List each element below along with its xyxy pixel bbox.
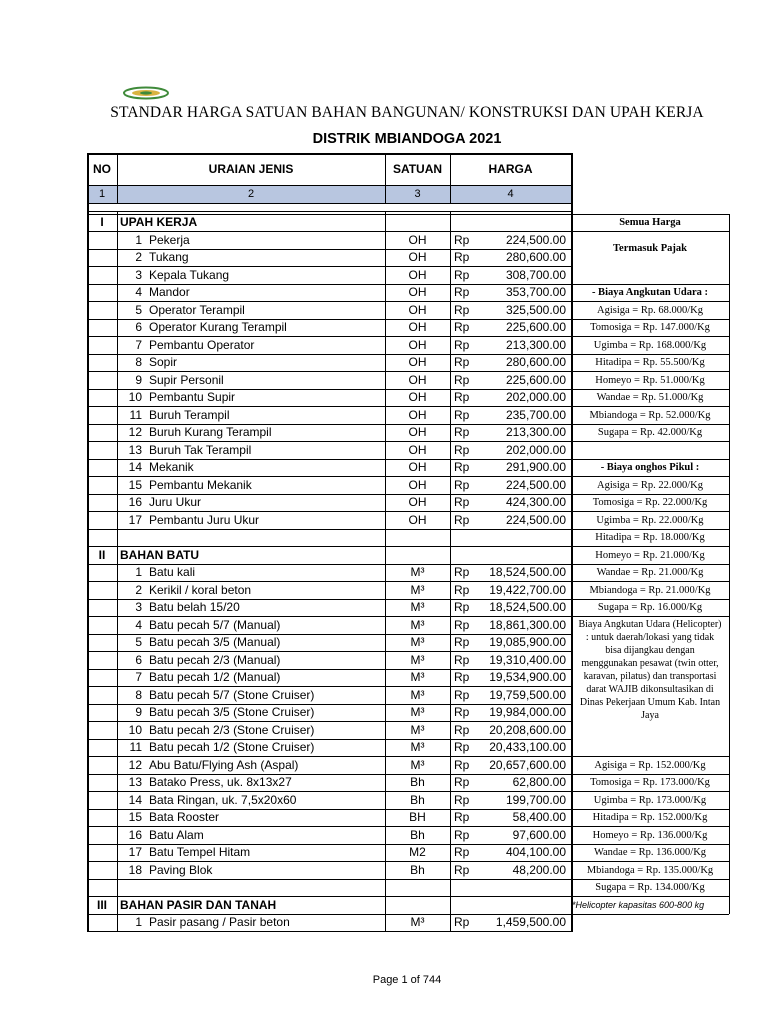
item-number: 10: [128, 722, 142, 737]
item-currency: Rp: [454, 320, 470, 334]
item-price: 225,600.00: [505, 320, 566, 334]
item-currency: Rp: [454, 232, 470, 247]
item-currency: Rp: [454, 670, 470, 684]
item-price: 280,600.00: [505, 355, 566, 369]
pikul-rate: Agisiga = Rp. 22.000/Kg: [597, 479, 703, 491]
item-unit: OH: [408, 477, 427, 492]
item-unit: Bh: [410, 792, 425, 807]
document-subtitle: DISTRIK MBIANDOGA 2021: [312, 131, 502, 147]
item-number: 11: [129, 407, 142, 422]
udara-rate: Wandae = Rp. 51.000/Kg: [596, 392, 704, 403]
sidebar-rule: [729, 214, 730, 915]
helicopter-capacity: *Helicopter kapasitas 600-800 kg: [572, 899, 705, 910]
logo-emblem: [122, 84, 170, 102]
column-rule: [385, 211, 386, 932]
helicopter-rate: Agisiga = Rp. 152.000/Kg: [594, 759, 706, 771]
item-name: Abu Batu/Flying Ash (Aspal): [149, 757, 299, 772]
helicopter-note-line: : untuk daerah/lokasi yang tidak: [585, 631, 715, 643]
item-price: 62,800.00: [512, 775, 566, 789]
item-currency: Rp: [454, 512, 470, 527]
item-number: 15: [128, 477, 142, 492]
item-currency: Rp: [454, 722, 470, 737]
helicopter-note-line: Jaya: [641, 709, 659, 721]
table-header-harga: HARGA: [488, 162, 533, 176]
item-name: Batu Tempel Hitam: [149, 845, 251, 859]
item-number: 16: [128, 827, 142, 842]
item-number: 5: [135, 302, 142, 317]
item-unit: OH: [408, 372, 427, 387]
item-unit: M³: [410, 600, 425, 614]
sidebar-rule: [571, 231, 729, 232]
item-price: 224,500.00: [505, 477, 566, 492]
item-name: Batu belah 15/20: [149, 600, 240, 614]
sidebar-rule: [571, 914, 729, 915]
item-unit: OH: [408, 512, 427, 527]
item-price: 224,500.00: [505, 232, 566, 247]
helicopter-note-line: darat WAJIB dikonsultasikan di: [586, 683, 714, 695]
item-number: 7: [135, 337, 142, 352]
row-rule: [87, 879, 571, 880]
helicopter-rate: Mbiandoga = Rp. 135.000/Kg: [586, 864, 714, 876]
table-header-no: NO: [93, 162, 111, 176]
sidebar-header: Semua Harga: [619, 217, 681, 228]
item-number: 7: [135, 670, 142, 684]
item-price: 213,300.00: [505, 337, 566, 352]
udara-rate: Sugapa = Rp. 42.000/Kg: [597, 427, 703, 438]
item-unit: OH: [408, 320, 427, 334]
column-rule: [450, 153, 451, 203]
item-number: 10: [128, 390, 142, 404]
item-currency: Rp: [454, 915, 470, 929]
item-unit: M³: [410, 722, 425, 737]
item-price: 19,310,400.00: [489, 652, 566, 667]
item-name: Tukang: [149, 250, 189, 264]
item-price: 19,759,500.00: [489, 687, 566, 702]
item-number: 4: [135, 617, 142, 632]
item-name: Mekanik: [149, 460, 194, 474]
item-unit: OH: [408, 355, 427, 369]
item-unit: M³: [410, 652, 425, 667]
item-unit: M³: [410, 915, 425, 929]
item-name: Pembantu Juru Ukur: [149, 512, 260, 527]
item-price: 19,085,900.00: [489, 635, 566, 649]
item-number: 9: [135, 705, 142, 719]
item-price: 18,524,500.00: [489, 600, 566, 614]
helicopter-note-line: menggunakan pesawat (twin otter,: [581, 657, 719, 669]
item-name: Bata Rooster: [149, 810, 220, 824]
item-name: Batu pecah 5/7 (Stone Cruiser): [149, 687, 315, 702]
section-number: III: [96, 897, 107, 912]
item-number: 8: [135, 687, 142, 702]
column-rule: [87, 153, 89, 932]
item-unit: OH: [408, 302, 427, 317]
item-unit: OH: [408, 407, 427, 422]
item-price: 308,700.00: [505, 267, 566, 282]
item-price: 291,900.00: [505, 460, 566, 474]
column-number: 4: [507, 188, 514, 200]
item-unit: M³: [410, 565, 425, 579]
item-number: 11: [129, 740, 142, 754]
item-name: Pasir pasang / Pasir beton: [149, 915, 290, 929]
item-unit: OH: [408, 425, 427, 439]
item-unit: M³: [410, 617, 425, 632]
item-number: 5: [135, 635, 142, 649]
item-number: 1: [135, 232, 142, 247]
pikul-rate: Mbiandoga = Rp. 21.000/Kg: [589, 584, 711, 596]
item-name: Batu pecah 1/2 (Stone Cruiser): [149, 740, 315, 754]
item-number: 12: [128, 757, 142, 772]
pikul-rate: Sugapa = Rp. 16.000/Kg: [597, 602, 703, 613]
item-currency: Rp: [454, 652, 470, 667]
item-unit: M³: [410, 582, 425, 597]
column-number: 3: [414, 188, 421, 200]
item-name: Pekerja: [149, 232, 190, 247]
column-number: 1: [98, 188, 106, 200]
item-currency: Rp: [454, 705, 470, 719]
udara-rate: Ugimba = Rp. 168.000/Kg: [593, 339, 707, 351]
item-price: 19,984,000.00: [489, 705, 566, 719]
item-currency: Rp: [454, 477, 470, 492]
item-unit: OH: [408, 390, 427, 404]
item-name: Batu pecah 5/7 (Manual): [149, 617, 281, 632]
item-number: 3: [135, 267, 142, 282]
table-header-uraian: URAIAN JENIS: [208, 162, 294, 176]
item-number: 16: [128, 495, 142, 509]
item-unit: Bh: [410, 775, 425, 789]
item-number: 12: [128, 425, 142, 439]
item-price: 20,208,600.00: [489, 722, 566, 737]
item-price: 18,524,500.00: [489, 565, 566, 579]
item-currency: Rp: [454, 775, 470, 789]
item-currency: Rp: [454, 390, 470, 404]
item-name: Operator Terampil: [149, 302, 245, 317]
item-number: 15: [128, 810, 142, 824]
item-unit: OH: [408, 495, 427, 509]
item-currency: Rp: [454, 617, 470, 632]
item-unit: OH: [408, 232, 427, 247]
udara-rate: Homeyo = Rp. 51.000/Kg: [595, 374, 705, 386]
item-currency: Rp: [454, 845, 470, 859]
item-number: 3: [135, 600, 142, 614]
item-name: Batu Alam: [149, 827, 204, 842]
item-currency: Rp: [454, 810, 470, 824]
row-rule: [87, 153, 571, 155]
column-rule: [385, 153, 386, 203]
column-number: 2: [247, 188, 255, 200]
sidebar-section-title: - Biaya Angkutan Udara :: [591, 287, 709, 298]
item-number: 17: [128, 845, 142, 859]
item-number: 1: [135, 915, 142, 929]
item-name: Batu kali: [149, 565, 196, 579]
row-rule: [87, 931, 571, 932]
item-unit: Bh: [410, 862, 425, 877]
helicopter-rate: Homeyo = Rp. 136.000/Kg: [592, 829, 708, 841]
item-name: Buruh Terampil: [149, 407, 230, 422]
helicopter-note-line: bisa dijangkau dengan: [605, 644, 695, 656]
sidebar-section-title: - Biaya onghos Pikul :: [600, 462, 700, 473]
item-price: 353,700.00: [505, 285, 566, 299]
item-price: 58,400.00: [512, 810, 566, 824]
item-currency: Rp: [454, 582, 470, 597]
item-currency: Rp: [454, 355, 470, 369]
item-number: 17: [128, 512, 142, 527]
item-name: Pembantu Mekanik: [149, 477, 252, 492]
item-currency: Rp: [454, 687, 470, 702]
item-unit: OH: [408, 267, 427, 282]
pikul-rate: Ugimba = Rp. 22.000/Kg: [596, 514, 704, 526]
pikul-rate: Homeyo = Rp. 21.000/Kg: [595, 549, 705, 561]
item-name: Supir Personil: [149, 372, 224, 387]
item-unit: M³: [410, 635, 425, 649]
item-currency: Rp: [454, 460, 470, 474]
item-currency: Rp: [454, 372, 470, 387]
item-unit: OH: [408, 250, 427, 264]
helicopter-rate: Wandae = Rp. 136.000/Kg: [593, 847, 707, 858]
item-number: 14: [128, 792, 142, 807]
item-number: 9: [135, 372, 142, 387]
item-name: Buruh Kurang Terampil: [149, 425, 272, 439]
item-unit: Bh: [410, 827, 425, 842]
item-price: 280,600.00: [505, 250, 566, 264]
item-number: 18: [128, 862, 142, 877]
item-unit: OH: [408, 337, 427, 352]
udara-rate: Hitadipa = Rp. 55.500/Kg: [595, 357, 705, 368]
item-name: Batu pecah 3/5 (Stone Cruiser): [149, 705, 315, 719]
section-title: BAHAN PASIR DAN TANAH: [120, 897, 277, 912]
item-currency: Rp: [454, 635, 470, 649]
item-name: Kerikil / koral beton: [149, 582, 252, 597]
item-price: 424,300.00: [505, 495, 566, 509]
item-name: Batu pecah 3/5 (Manual): [149, 635, 281, 649]
item-currency: Rp: [454, 425, 470, 439]
item-price: 325,500.00: [505, 302, 566, 317]
item-price: 19,422,700.00: [489, 582, 566, 597]
udara-rate: Tomosiga = Rp. 147.000/Kg: [590, 322, 710, 333]
item-currency: Rp: [454, 862, 470, 877]
item-currency: Rp: [454, 565, 470, 579]
helicopter-note-line: Biaya Angkutan Udara (Helicopter): [578, 618, 722, 630]
item-currency: Rp: [454, 740, 470, 754]
row-rule: [87, 185, 571, 186]
item-price: 19,534,900.00: [489, 670, 566, 684]
udara-rate: Agisiga = Rp. 68.000/Kg: [597, 304, 703, 316]
item-unit: OH: [408, 460, 427, 474]
column-rule: [117, 153, 118, 203]
item-price: 48,200.00: [512, 862, 566, 877]
item-number: 6: [135, 320, 142, 334]
item-currency: Rp: [454, 337, 470, 352]
item-number: 13: [128, 442, 142, 457]
item-number: 14: [128, 460, 142, 474]
item-currency: Rp: [454, 302, 470, 317]
page-footer: Page 1 of 744: [372, 974, 442, 986]
item-currency: Rp: [454, 267, 470, 282]
item-currency: Rp: [454, 757, 470, 772]
item-name: Kepala Tukang: [149, 267, 230, 282]
item-price: 202,000.00: [505, 390, 566, 404]
sidebar-rule: [571, 441, 729, 442]
item-name: Buruh Tak Terampil: [149, 442, 252, 457]
pikul-rate: Tomosiga = Rp. 22.000/Kg: [592, 497, 708, 508]
document-title: STANDAR HARGA SATUAN BAHAN BANGUNAN/ KONSTRUKSI DAN UPAH KERJA: [110, 104, 704, 121]
item-currency: Rp: [454, 495, 470, 509]
item-name: Batu pecah 2/3 (Stone Cruiser): [149, 722, 315, 737]
item-price: 97,600.00: [512, 827, 566, 842]
item-currency: Rp: [454, 600, 470, 614]
sidebar-header: Termasuk Pajak: [613, 242, 687, 254]
section-title: BAHAN BATU: [120, 547, 200, 562]
column-rule: [450, 211, 451, 932]
item-price: 18,861,300.00: [489, 617, 566, 632]
item-unit: M2: [409, 845, 426, 859]
item-price: 224,500.00: [505, 512, 566, 527]
helicopter-rate: Hitadipa = Rp. 152.000/Kg: [592, 812, 708, 823]
item-name: Operator Kurang Terampil: [149, 320, 287, 334]
item-price: 199,700.00: [505, 792, 566, 807]
item-number: 6: [135, 652, 142, 667]
item-price: 20,433,100.00: [489, 740, 566, 754]
item-currency: Rp: [454, 250, 470, 264]
item-price: 20,657,600.00: [489, 757, 566, 772]
item-price: 404,100.00: [505, 845, 566, 859]
item-unit: M³: [410, 705, 425, 719]
row-rule: [87, 211, 571, 212]
item-unit: BH: [409, 810, 426, 824]
row-rule: [87, 529, 571, 530]
item-name: Batu pecah 1/2 (Manual): [149, 670, 281, 684]
item-name: Batu pecah 2/3 (Manual): [149, 652, 281, 667]
item-currency: Rp: [454, 407, 470, 422]
section-number: II: [98, 547, 106, 562]
item-name: Pembantu Supir: [149, 390, 236, 404]
helicopter-note-line: karavan, pilatus) dan transportasi: [583, 670, 717, 682]
item-unit: M³: [410, 687, 425, 702]
item-name: Paving Blok: [149, 862, 213, 877]
item-number: 2: [135, 250, 142, 264]
item-unit: M³: [410, 740, 425, 754]
item-currency: Rp: [454, 442, 470, 457]
item-number: 1: [135, 565, 142, 579]
item-price: 225,600.00: [505, 372, 566, 387]
item-name: Batako Press, uk. 8x13x27: [149, 775, 292, 789]
udara-rate: Mbiandoga = Rp. 52.000/Kg: [589, 409, 711, 421]
helicopter-rate: Tomosiga = Rp. 173.000/Kg: [590, 777, 710, 788]
pikul-rate: Wandae = Rp. 21.000/Kg: [596, 567, 704, 578]
item-number: 13: [128, 775, 142, 789]
item-unit: M³: [410, 670, 425, 684]
item-name: Mandor: [149, 285, 190, 299]
helicopter-rate: Sugapa = Rp. 134.000/Kg: [595, 882, 705, 893]
item-price: 235,700.00: [505, 407, 566, 422]
item-unit: OH: [408, 442, 427, 457]
item-price: 202,000.00: [505, 442, 566, 457]
item-name: Pembantu Operator: [149, 337, 255, 352]
item-unit: M³: [410, 757, 425, 772]
row-rule: [87, 203, 571, 204]
item-price: 1,459,500.00: [495, 915, 566, 929]
helicopter-rate: Ugimba = Rp. 173.000/Kg: [593, 794, 707, 806]
item-number: 8: [135, 355, 142, 369]
row-rule: [87, 214, 571, 215]
item-currency: Rp: [454, 285, 470, 299]
item-name: Juru Ukur: [149, 495, 202, 509]
item-name: Bata Ringan, uk. 7,5x20x60: [149, 792, 297, 807]
table-header-satuan: SATUAN: [392, 162, 443, 176]
item-name: Sopir: [149, 355, 178, 369]
column-rule: [117, 211, 118, 932]
section-title: UPAH KERJA: [120, 215, 198, 229]
item-number: 4: [135, 285, 142, 299]
pikul-rate: Hitadipa = Rp. 18.000/Kg: [595, 532, 705, 543]
item-currency: Rp: [454, 827, 470, 842]
item-currency: Rp: [454, 792, 470, 807]
item-unit: OH: [408, 285, 427, 299]
helicopter-note-line: Dinas Pekerjaan Umum Kab. Intan: [579, 696, 721, 708]
item-price: 213,300.00: [505, 425, 566, 439]
item-number: 2: [135, 582, 142, 597]
section-number: I: [100, 215, 104, 229]
